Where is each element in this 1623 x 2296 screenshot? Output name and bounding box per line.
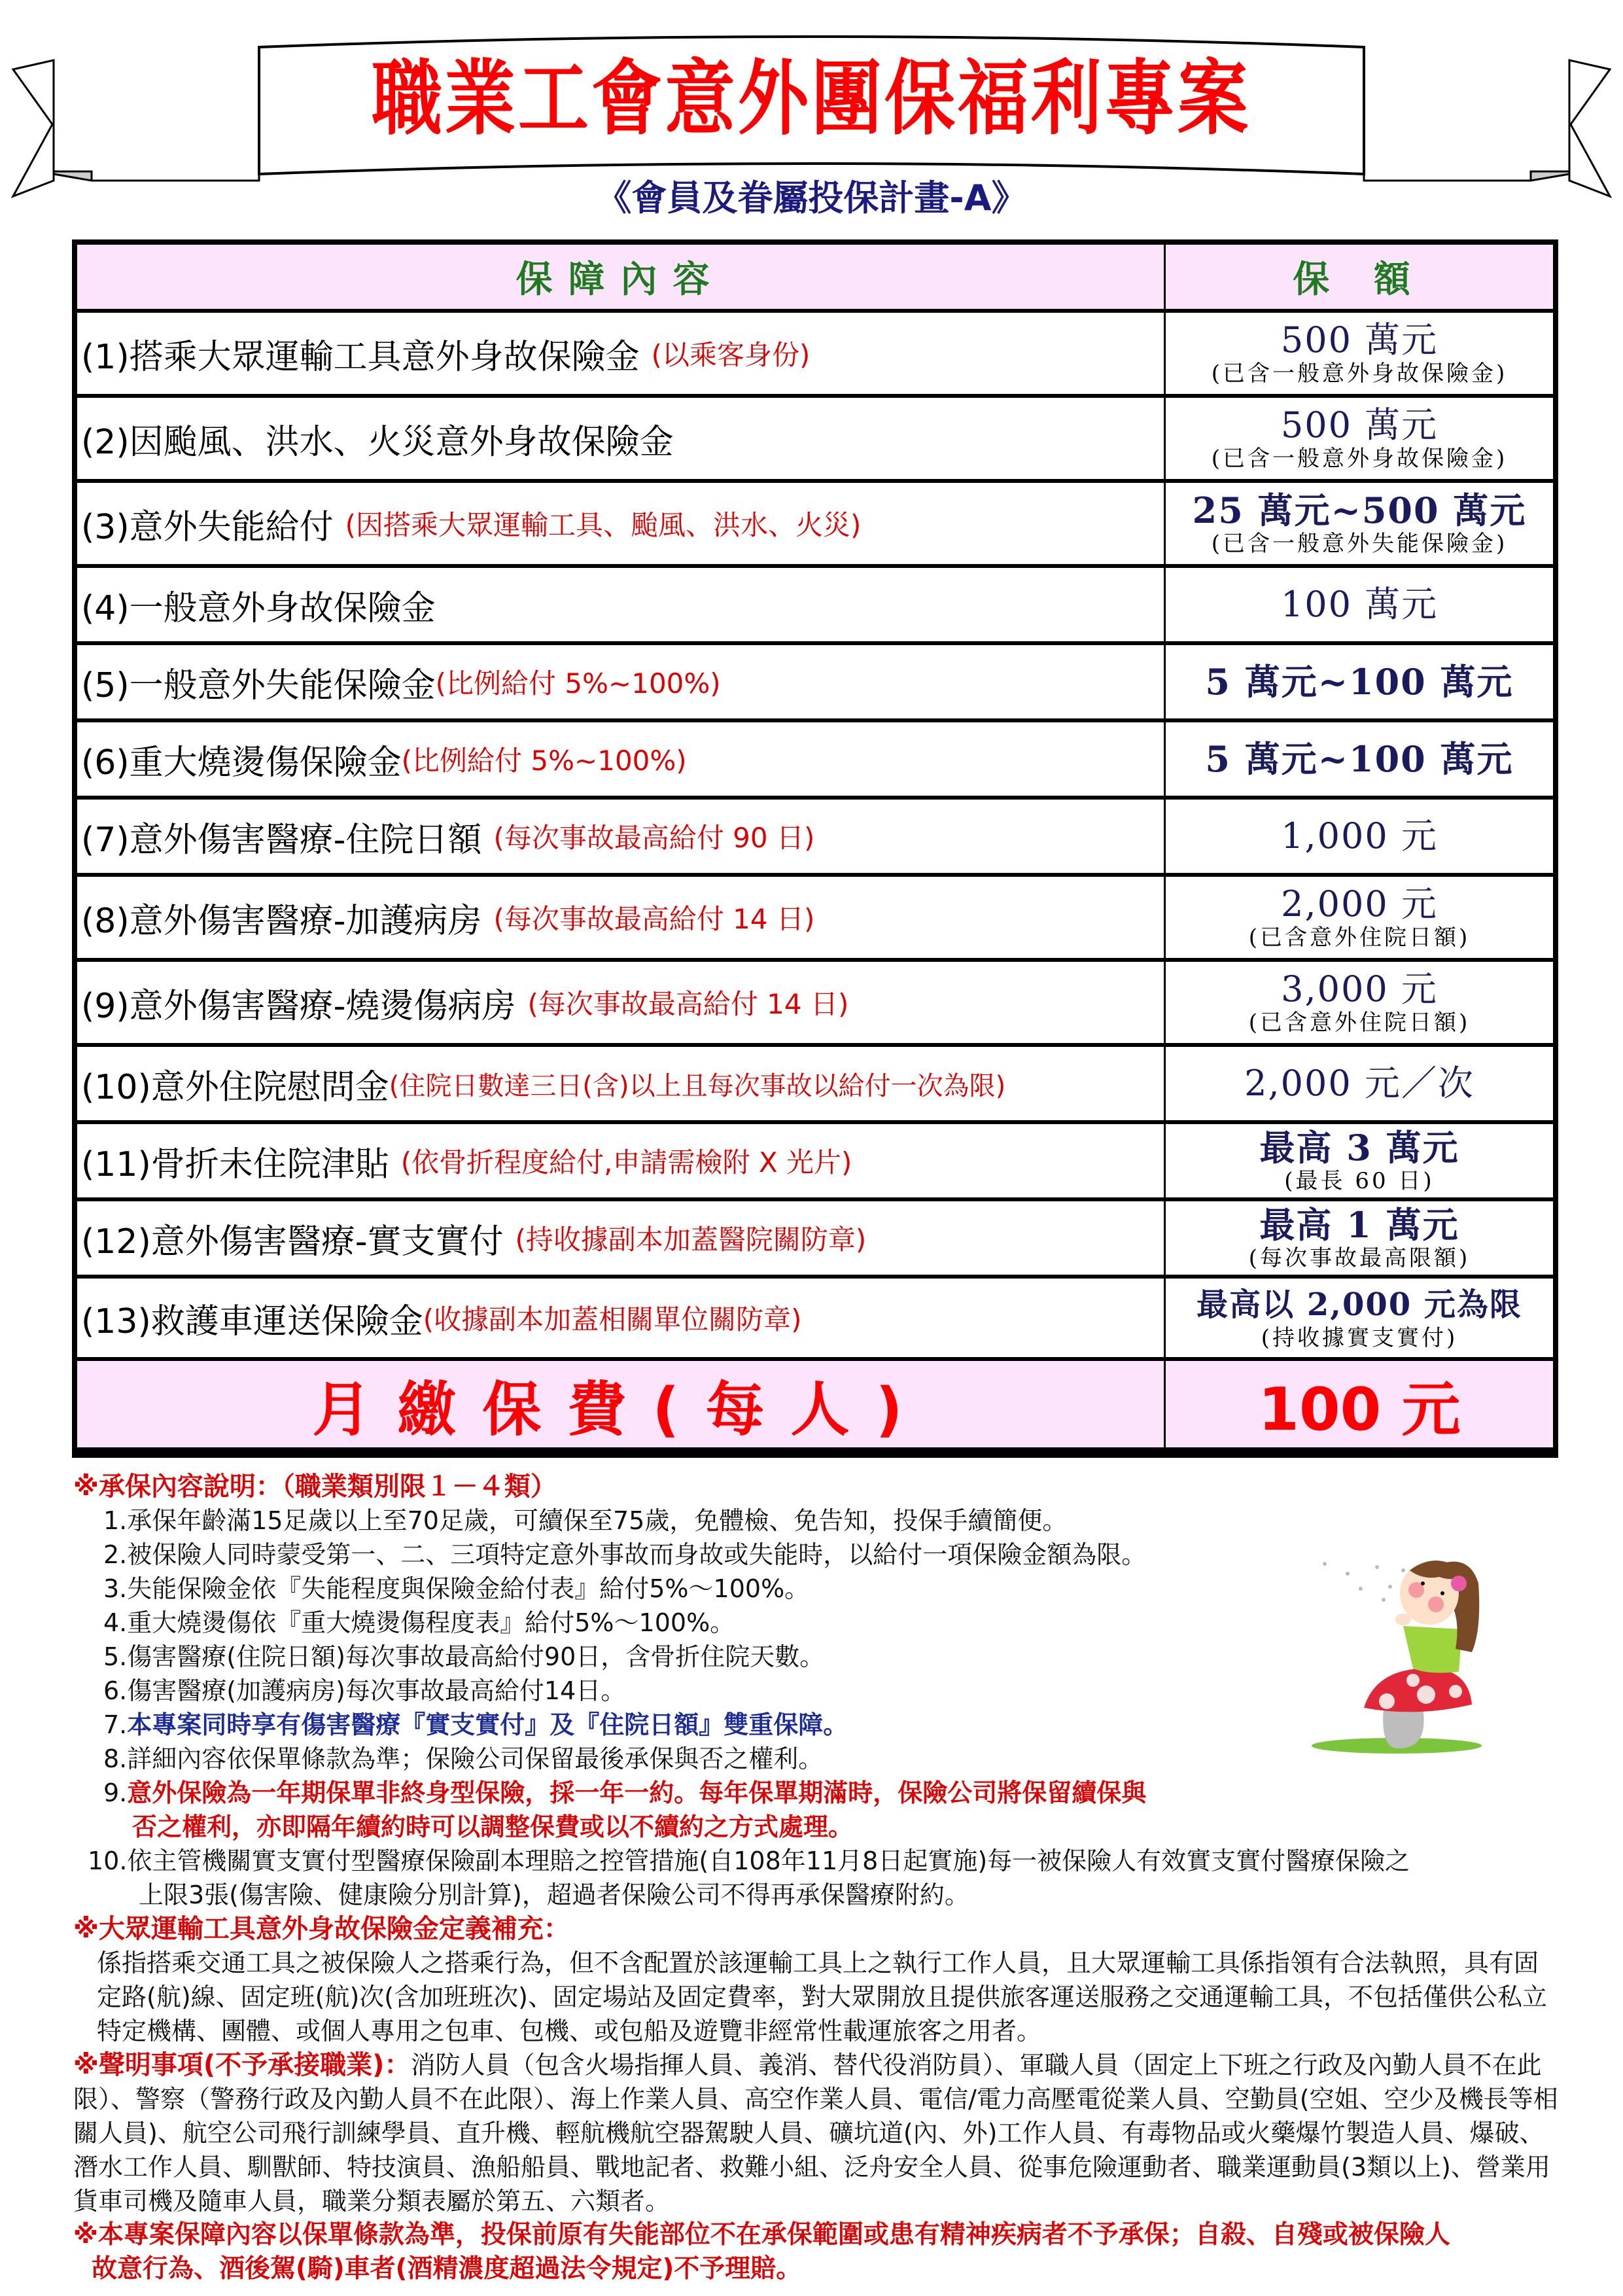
- row-sub: (已含一般意外身故保險金): [1211, 361, 1508, 387]
- row-note: (每次事故最高給付 14 日): [493, 903, 815, 935]
- row-label: (3)意外失能給付: [81, 507, 334, 547]
- row-note: (比例給付 5%~100%): [435, 667, 721, 699]
- note-item: 1.承保年齡滿15足歲以上至70足歲，可續保至75歲，免體檢、免告知，投保手續簡便。: [103, 1506, 1068, 1535]
- row-amount: 最高以 2,000 元為限: [1196, 1286, 1522, 1323]
- row-amount: 500 萬元: [1280, 404, 1439, 446]
- table-row: [77, 1043, 1553, 1120]
- note-item-9-cont: 否之權利，亦即隔年續約時可以調整保費或以不續約之方式處理。: [132, 1812, 854, 1841]
- exclusion-block: [73, 2048, 1558, 2218]
- row-amount: 100 萬元: [1280, 584, 1439, 625]
- table-row: [77, 309, 1553, 394]
- fee-label: 月繳保費(每人): [77, 1361, 1166, 1447]
- row-sub: (每次事故最高限額): [1248, 1245, 1471, 1271]
- row-note: (因搭乘大眾運輸工具、颱風、洪水、火災): [345, 509, 862, 541]
- row-label: (11)骨折未住院津貼: [81, 1144, 389, 1184]
- table-row: [77, 479, 1553, 564]
- table-row: [77, 873, 1553, 958]
- fee-amount: 100 元: [1258, 1375, 1461, 1444]
- row-amount: 最高 3 萬元: [1259, 1127, 1459, 1169]
- final-disclaimer: ※本專案保障內容以保單條款為準，投保前原有失能部位不在承保範圍或患有精神疾病者不予承保；自殺、自殘或被保險人: [73, 2220, 1450, 2250]
- exclusion-text: 消防人員（包含火場指揮人員、義消、替代役消防員）、軍職人員（固定上下班之行政及內勤人員不在此限）、警察（警務行政及內勤人員不在此限）、海上作業人員、高空作業人員、電信/電力高壓電從業人員、空勤員(空姐、空少及機長等相關人員)、航空公司飛行訓練學員、直升機、輕航機航空器駕駛人員、礦坑道(內、外)工作人員、有毒物品或火藥爆竹製造人員、爆破、潛水工作人員、馴獸師、特技演員、漁船船員、戰地記者、救難小組、泛舟安全人員、從事危險運動者、職業運動員(3類以上)、營業用貨車司機及隨車人員，職業分類表屬於第五、六類者。: [73, 2051, 1558, 2216]
- row-note: (收據副本加蓋相關單位關防章): [423, 1303, 802, 1335]
- row-note: (以乘客身份): [651, 339, 811, 371]
- row-note: (依骨折程度給付,申請需檢附 X 光片): [400, 1146, 852, 1178]
- exclusion-heading: ※聲明事項(不予承接職業)：: [73, 2050, 411, 2080]
- table-row: [77, 1197, 1553, 1275]
- row-sub: (持收據實支實付): [1261, 1325, 1458, 1351]
- note-item: 5.傷害醫療(住院日額)每次事故最高給付90日，含骨折住院天數。: [103, 1642, 825, 1671]
- row-amount: 5 萬元~100 萬元: [1205, 661, 1514, 703]
- transport-definition: 係指搭乘交通工具之被保險人之搭乘行為，但不含配置於該運輸工具上之執行工作人員，且大眾運輸工具係指領有合法執照，具有固定路(航)線、固定班(航)次(含加班班次)、固定場站及固定費率，對大眾開放且提供旅客運送服務之交通運輸工具，不包括僅供公私立特定機構、團體、或個人專用之包車、包機、或包船及遊覽非經常性載運旅客之用者。: [97, 1949, 1547, 2045]
- title-banner: [0, 0, 1623, 229]
- row-sub: (已含一般意外身故保險金): [1211, 446, 1508, 472]
- row-label: (1)搭乘大眾運輸工具意外身故保險金: [81, 337, 640, 377]
- row-sub: (已含意外住院日額): [1248, 925, 1471, 951]
- table-row: [77, 1120, 1553, 1197]
- final-disclaimer-cont: 故意行為、酒後駕(騎)車者(酒精濃度超過法令規定)不予理賠。: [92, 2254, 802, 2284]
- page-title: 職業工會意外團保福利專案: [371, 52, 1251, 147]
- notes-heading: ※承保內容說明：（職業類別限１－４類）: [73, 1472, 557, 1502]
- header-content: 保障內容: [77, 245, 1166, 309]
- plan-subtitle: 《會員及眷屬投保計畫-A》: [596, 177, 1027, 219]
- row-amount: 500 萬元: [1280, 319, 1439, 361]
- row-label: (9)意外傷害醫療-燒燙傷病房: [81, 986, 516, 1026]
- note-item-8: 8.詳細內容依保單條款為準；保險公司保留最後承保與否之權利。: [103, 1744, 824, 1773]
- row-label: (6)重大燒燙傷保險金: [81, 743, 402, 783]
- row-note: (住院日數達三日(含)以上且每次事故以給付一次為限): [389, 1070, 1006, 1101]
- row-amount: 1,000 元: [1281, 815, 1438, 857]
- table-row: [77, 564, 1553, 641]
- note-item: 4.重大燒燙傷依『重大燒燙傷程度表』給付5%～100%。: [103, 1608, 735, 1637]
- row-note: (比例給付 5%~100%): [401, 745, 687, 777]
- row-sub: (已含一般意外失能保險金): [1211, 531, 1508, 557]
- girl-on-mushroom-icon: [1299, 1531, 1514, 1754]
- row-note: (持收據副本加蓋醫院關防章): [515, 1224, 867, 1256]
- note-item: 6.傷害醫療(加護病房)每次事故最高給付14日。: [103, 1676, 626, 1705]
- table-row: [77, 641, 1553, 718]
- header-amount: 保 額: [1293, 258, 1426, 301]
- note-warning: 意外保險為一年期保單非終身型保險，採一年一約。每年保單期滿時，保險公司將保留續保與: [127, 1778, 1147, 1807]
- row-label: (12)意外傷害醫療-實支實付: [81, 1222, 504, 1262]
- table-row: [77, 958, 1553, 1043]
- row-amount: 最高 1 萬元: [1259, 1204, 1459, 1246]
- row-note: (每次事故最高給付 14 日): [527, 988, 849, 1020]
- row-amount: 5 萬元~100 萬元: [1205, 738, 1514, 780]
- table-header: [77, 245, 1553, 309]
- transport-heading: ※大眾運輸工具意外身故保險金定義補充：: [73, 1914, 570, 1944]
- table-row: [77, 1275, 1553, 1357]
- note-item: 3.失能保險金依『失能程度與保險金給付表』給付5%～100%。: [103, 1574, 810, 1603]
- note-highlight: 本專案同時享有傷害醫療『實支實付』及『住院日額』雙重保障。: [127, 1710, 848, 1739]
- row-amount: 2,000 元／次: [1244, 1063, 1475, 1104]
- note-number: 9.: [103, 1778, 128, 1807]
- row-amount: 3,000 元: [1281, 968, 1438, 1010]
- row-note: (每次事故最高給付 90 日): [493, 822, 815, 854]
- note-number: 7.: [103, 1710, 128, 1739]
- note-item-10: 10.依主管機關實支實付型醫療保險副本理賠之控管措施(自108年11月8日起實施)每一被保險人有效實支實付醫療保險之: [88, 1846, 1410, 1875]
- note-item-10-cont: 上限3張(傷害險、健康險分別計算)，超過者保險公司不得再承保醫療附約。: [139, 1881, 969, 1909]
- row-label: (8)意外傷害醫療-加護病房: [81, 901, 482, 941]
- row-label: (10)意外住院慰問金: [81, 1067, 389, 1107]
- table-row: [77, 796, 1553, 873]
- monthly-fee-row: [77, 1357, 1553, 1447]
- row-amount: 2,000 元: [1281, 883, 1438, 925]
- row-label: (5)一般意外失能保險金: [81, 665, 436, 705]
- coverage-table: [72, 239, 1558, 1458]
- row-label: (4)一般意外身故保險金: [81, 588, 436, 628]
- row-sub: (最長 60 日): [1284, 1168, 1435, 1194]
- row-sub: (已含意外住院日額): [1248, 1010, 1471, 1036]
- note-item-9: [73, 1776, 1558, 1810]
- table-row: [77, 718, 1553, 796]
- note-item: 2.被保險人同時蒙受第一、二、三項特定意外事故而身故或失能時，以給付一項保險金額為限。: [103, 1540, 1147, 1569]
- row-label: (7)意外傷害醫療-住院日額: [81, 820, 482, 860]
- row-amount: 25 萬元~500 萬元: [1192, 489, 1527, 531]
- table-row: [77, 394, 1553, 479]
- row-label: (2)因颱風、洪水、火災意外身故保險金: [81, 422, 674, 462]
- row-label: (13)救護車運送保險金: [81, 1301, 423, 1341]
